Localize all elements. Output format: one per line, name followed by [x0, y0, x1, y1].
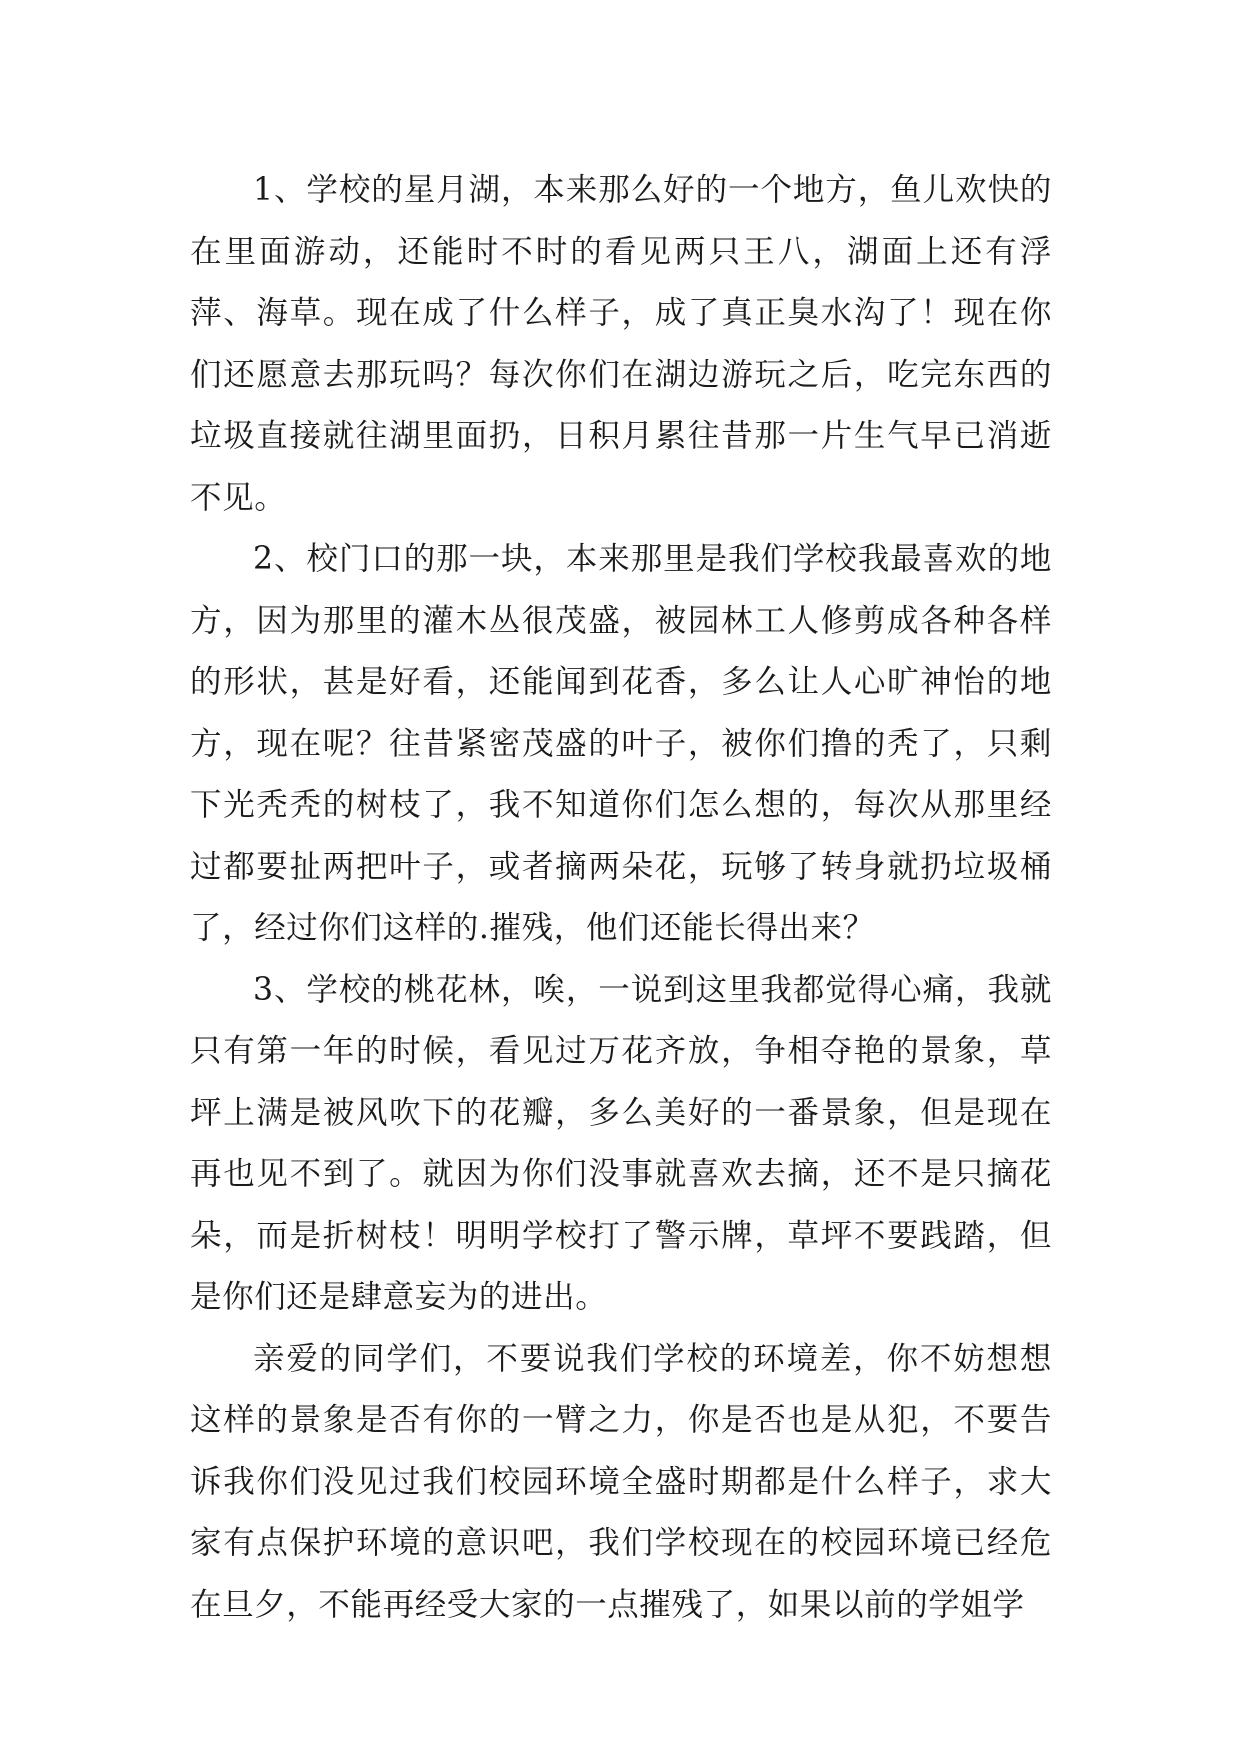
- paragraph-1: 1、学校的星月湖，本来那么好的一个地方，鱼儿欢快的在里面游动，还能时不时的看见两只王八，湖面上还有浮萍、海草。现在成了什么样子，成了真正臭水沟了！现在你们还愿意去那玩吗？每次你们在湖边游玩之后，吃完东西的垃圾直接就往湖里面扔，日积月累往昔那一片生气早已消逝不见。: [190, 172, 1052, 516]
- document-page: [190, 160, 1052, 1636]
- paragraph-4: 亲爱的同学们，不要说我们学校的环境差，你不妨想想这样的景象是否有你的一臂之力，你是否也是从犯，不要告诉我你们没见过我们校园环境全盛时期都是什么样子，求大家有点保护环境的意识吧，我们学校现在的校园环境已经危在旦夕，不能再经受大家的一点摧残了，如果以前的学姐学: [190, 1340, 1052, 1623]
- paragraph-2: 2、校门口的那一块，本来那里是我们学校我最喜欢的地方，因为那里的灌木丛很茂盛，被园林工人修剪成各种各样的形状，甚是好看，还能闻到花香，多么让人心旷神怡的地方，现在呢？往昔紧密茂盛的叶子，被你们撸的秃了，只剩下光秃秃的树枝了，我不知道你们怎么想的，每次从那里经过都要扯两把叶子，或者摘两朵花，玩够了转身就扔垃圾桶了，经过你们这样的.摧残，他们还能长得出来？: [190, 541, 1052, 946]
- paragraph-3: 3、学校的桃花林，唉，一说到这里我都觉得心痛，我就只有第一年的时候，看见过万花齐放，争相夺艳的景象，草坪上满是被风吹下的花瓣，多么美好的一番景象，但是现在再也见不到了。就因为你们没事就喜欢去摘，还不是只摘花朵，而是折树枝！明明学校打了警示牌，草坪不要践踏，但是你们还是肆意妄为的进出。: [190, 971, 1052, 1315]
